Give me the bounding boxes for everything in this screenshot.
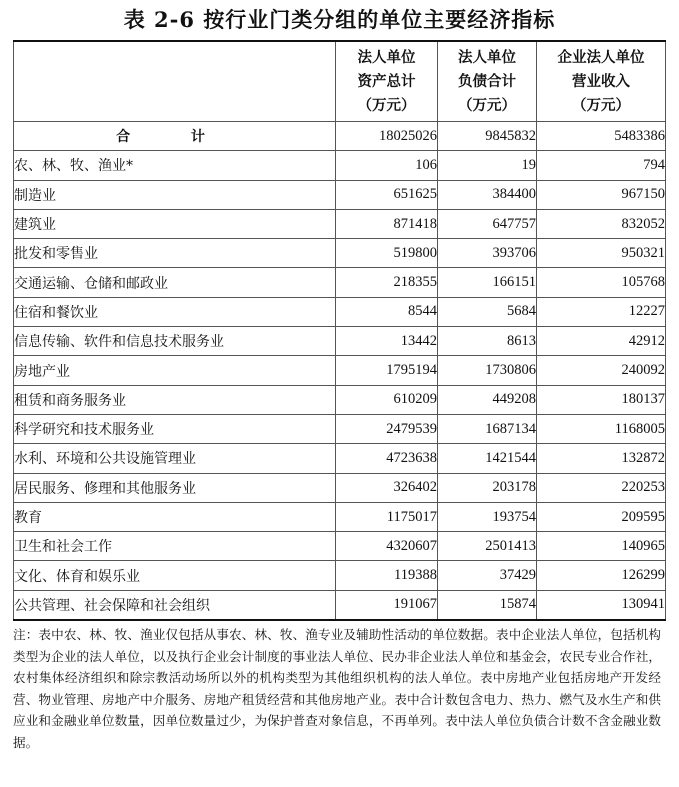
liabilities-value: 19 <box>438 151 537 180</box>
liabilities-value: 2501413 <box>438 532 537 561</box>
assets-value: 106 <box>336 151 438 180</box>
revenue-value: 240092 <box>537 356 666 385</box>
liabilities-value: 1421544 <box>438 444 537 473</box>
liabilities-value: 166151 <box>438 268 537 297</box>
assets-value: 1795194 <box>336 356 438 385</box>
assets-value: 2479539 <box>336 414 438 443</box>
table-row <box>14 561 666 590</box>
liabilities-value: 384400 <box>438 180 537 209</box>
liabilities-value: 203178 <box>438 473 537 502</box>
revenue-value: 130941 <box>537 590 666 620</box>
industry-name: 房地产业 <box>14 356 336 385</box>
assets-value: 119388 <box>336 561 438 590</box>
table-row <box>14 297 666 326</box>
table-row <box>14 532 666 561</box>
industry-name: 科学研究和技术服务业 <box>14 414 336 443</box>
industry-name: 水利、环境和公共设施管理业 <box>14 444 336 473</box>
total-label: 合 计 <box>14 122 336 151</box>
industry-name: 文化、体育和娱乐业 <box>14 561 336 590</box>
assets-value: 1175017 <box>336 502 438 531</box>
liabilities-value: 193754 <box>438 502 537 531</box>
assets-value: 4320607 <box>336 532 438 561</box>
header-assets: 法人单位 资产总计 （万元） <box>336 41 438 122</box>
revenue-value: 140965 <box>537 532 666 561</box>
total-assets: 18025026 <box>336 122 438 151</box>
table-row <box>14 209 666 238</box>
revenue-value: 126299 <box>537 561 666 590</box>
assets-value: 610209 <box>336 385 438 414</box>
table-row <box>14 151 666 180</box>
industry-name: 农、林、牧、渔业* <box>14 151 336 180</box>
revenue-value: 132872 <box>537 444 666 473</box>
liabilities-value: 5684 <box>438 297 537 326</box>
revenue-value: 180137 <box>537 385 666 414</box>
industry-name: 制造业 <box>14 180 336 209</box>
revenue-value: 832052 <box>537 209 666 238</box>
liabilities-value: 1730806 <box>438 356 537 385</box>
table-title: 表 2-6 按行业门类分组的单位主要经济指标 <box>123 7 556 32</box>
assets-value: 191067 <box>336 590 438 620</box>
assets-value: 13442 <box>336 327 438 356</box>
revenue-value: 105768 <box>537 268 666 297</box>
table-row <box>14 180 666 209</box>
industry-name: 信息传输、软件和信息技术服务业 <box>14 327 336 356</box>
header-row <box>14 41 666 122</box>
table-row <box>14 327 666 356</box>
industry-name: 卫生和社会工作 <box>14 532 336 561</box>
table-row <box>14 268 666 297</box>
liabilities-value: 393706 <box>438 239 537 268</box>
table-row <box>14 385 666 414</box>
industry-name: 住宿和餐饮业 <box>14 297 336 326</box>
assets-value: 4723638 <box>336 444 438 473</box>
revenue-value: 967150 <box>537 180 666 209</box>
industry-name: 教育 <box>14 502 336 531</box>
total-revenue: 5483386 <box>537 122 666 151</box>
header-revenue: 企业法人单位 营业收入 （万元） <box>537 41 666 122</box>
indicator-table <box>13 40 666 621</box>
industry-name: 居民服务、修理和其他服务业 <box>14 473 336 502</box>
liabilities-value: 449208 <box>438 385 537 414</box>
industry-name: 租赁和商务服务业 <box>14 385 336 414</box>
liabilities-value: 37429 <box>438 561 537 590</box>
liabilities-value: 15874 <box>438 590 537 620</box>
liabilities-value: 8613 <box>438 327 537 356</box>
industry-name: 公共管理、社会保障和社会组织 <box>14 590 336 620</box>
assets-value: 218355 <box>336 268 438 297</box>
table-note: 注：表中农、林、牧、渔业仅包括从事农、林、牧、渔专业及辅助性活动的单位数据。表中企业法人单位，包括机构类型为企业的法人单位，以及执行企业会计制度的事业法人单位、民办非企业法人单位和基金会，农民专业合作社，农村集体经济组织和除宗教活动场所以外的机构类型为其他组织机构的法人单位。表中房地产业包括房地产开发经营、物业管理、房地产中介服务、房地产租赁经营和其他房地产业。表中合计数包含电力、热力、燃气及水生产和供应业和金融业单位数量，因单位数量过少，为保护普查对象信息，不再单列。表中法人单位负债合计数不含金融业数据。 <box>13 627 661 750</box>
header-liabilities: 法人单位 负债合计 （万元） <box>438 41 537 122</box>
table-row <box>14 239 666 268</box>
total-liabilities: 9845832 <box>438 122 537 151</box>
liabilities-value: 647757 <box>438 209 537 238</box>
industry-name: 建筑业 <box>14 209 336 238</box>
assets-value: 326402 <box>336 473 438 502</box>
table-row <box>14 414 666 443</box>
table-row <box>14 473 666 502</box>
revenue-value: 220253 <box>537 473 666 502</box>
revenue-value: 12227 <box>537 297 666 326</box>
liabilities-value: 1687134 <box>438 414 537 443</box>
header-industry <box>14 41 336 122</box>
revenue-value: 794 <box>537 151 666 180</box>
assets-value: 651625 <box>336 180 438 209</box>
assets-value: 871418 <box>336 209 438 238</box>
revenue-value: 1168005 <box>537 414 666 443</box>
industry-name: 交通运输、仓储和邮政业 <box>14 268 336 297</box>
table-row <box>14 502 666 531</box>
table-row <box>14 444 666 473</box>
revenue-value: 42912 <box>537 327 666 356</box>
table-row <box>14 590 666 620</box>
assets-value: 519800 <box>336 239 438 268</box>
revenue-value: 950321 <box>537 239 666 268</box>
table-row <box>14 356 666 385</box>
revenue-value: 209595 <box>537 502 666 531</box>
industry-name: 批发和零售业 <box>14 239 336 268</box>
assets-value: 8544 <box>336 297 438 326</box>
total-row <box>14 122 666 151</box>
